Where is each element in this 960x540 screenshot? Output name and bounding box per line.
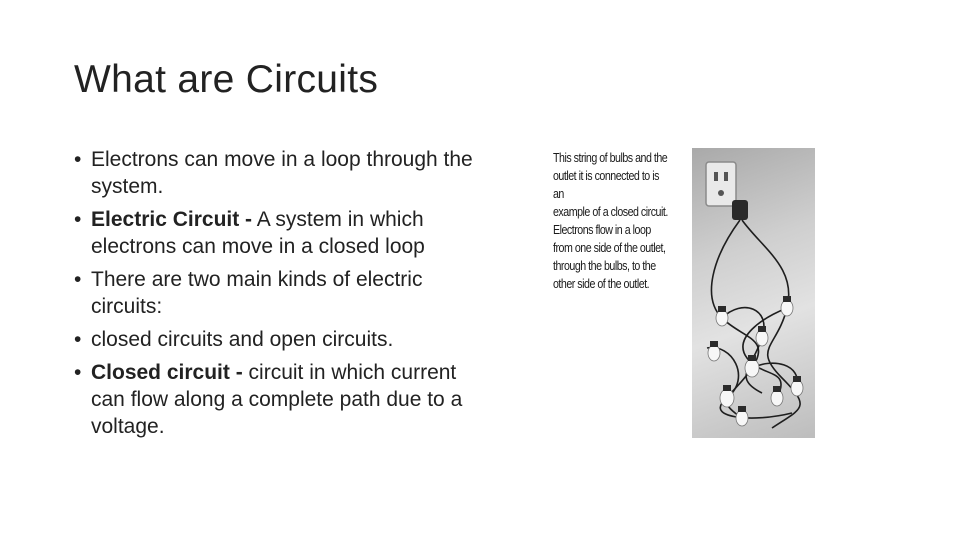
caption-line: through the bulbs, to the (553, 258, 656, 273)
bullet-item (74, 206, 494, 260)
bullet-text: Electrons can move in a loop through the system. (91, 148, 473, 198)
string-of-light-bulbs-photo (692, 148, 815, 438)
bullet-text: There are two main kinds of electric circuits: (91, 268, 423, 318)
bullet-item (74, 359, 494, 440)
caption-line: outlet it is connected to is an (553, 168, 659, 201)
bullet-item (74, 326, 494, 353)
bullet-text: A system in which electrons can move in a closed loop (91, 208, 425, 258)
bullet-dot: • (74, 148, 82, 171)
light-bulbs-illustration (692, 148, 815, 438)
bullet-dot: • (74, 361, 82, 384)
caption-line: This string of bulbs and the (553, 150, 668, 165)
figure-caption (553, 149, 668, 293)
bullet-bold-term: Electric Circuit - (91, 208, 253, 231)
caption-line: example of a closed circuit. (553, 204, 668, 219)
slide-title: What are Circuits (74, 58, 379, 101)
bullet-bold-term: Closed circuit - (91, 361, 243, 384)
bullet-dot: • (74, 208, 82, 231)
caption-line: other side of the outlet. (553, 276, 650, 291)
caption-line: from one side of the outlet, (553, 240, 666, 255)
bullet-text: circuit in which current can flow along a complete path due to a voltage. (91, 361, 463, 438)
bullet-list (74, 146, 494, 446)
bullet-text: closed circuits and open circuits. (91, 328, 394, 351)
caption-line: Electrons flow in a loop (553, 222, 651, 237)
bullet-item (74, 146, 494, 200)
bullet-dot: • (74, 328, 82, 351)
bullet-dot: • (74, 268, 82, 291)
bullet-item (74, 266, 494, 320)
